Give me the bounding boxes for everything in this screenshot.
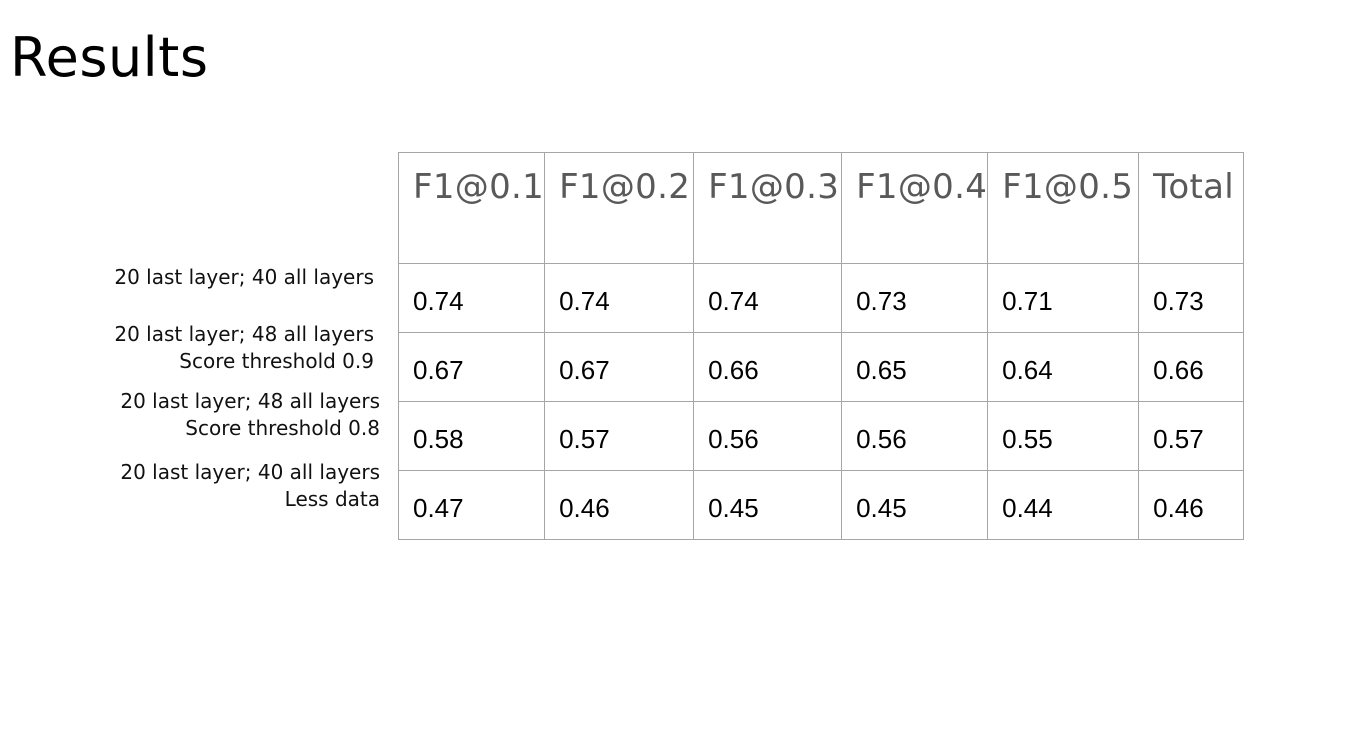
row-label-line: Less data bbox=[284, 487, 380, 511]
table-cell: 0.73 bbox=[1139, 264, 1244, 333]
table-row bbox=[399, 333, 1244, 402]
column-header: F1@0.1 bbox=[399, 153, 545, 264]
column-header: Total bbox=[1139, 153, 1244, 264]
table-cell: 0.45 bbox=[842, 471, 988, 540]
table-cell: 0.74 bbox=[694, 264, 842, 333]
table-row bbox=[399, 264, 1244, 333]
row-label-line: Score threshold 0.9 bbox=[179, 349, 374, 373]
table-row bbox=[399, 402, 1244, 471]
table-cell: 0.57 bbox=[545, 402, 694, 471]
table-cell: 0.65 bbox=[842, 333, 988, 402]
column-header: F1@0.3 bbox=[694, 153, 842, 264]
table-cell: 0.46 bbox=[545, 471, 694, 540]
row-labels bbox=[0, 0, 380, 735]
table-cell: 0.56 bbox=[694, 402, 842, 471]
table-cell: 0.71 bbox=[988, 264, 1139, 333]
row-label-line: 20 last layer; 48 all layers bbox=[114, 322, 374, 346]
row-label-line: 20 last layer; 40 all layers bbox=[120, 460, 380, 484]
row-label-line: 20 last layer; 48 all layers bbox=[120, 389, 380, 413]
table-cell: 0.44 bbox=[988, 471, 1139, 540]
row-label-2 bbox=[114, 321, 374, 375]
table-cell: 0.56 bbox=[842, 402, 988, 471]
table-cell: 0.67 bbox=[399, 333, 545, 402]
row-label-1 bbox=[114, 264, 374, 291]
row-label-line: Score threshold 0.8 bbox=[185, 416, 380, 440]
page-title: Results bbox=[10, 26, 209, 89]
table-cell: 0.66 bbox=[694, 333, 842, 402]
table-header-row bbox=[399, 153, 1244, 264]
row-label-line: 20 last layer; 40 all layers bbox=[114, 265, 374, 289]
table-cell: 0.67 bbox=[545, 333, 694, 402]
results-table bbox=[398, 152, 1244, 540]
table-cell: 0.47 bbox=[399, 471, 545, 540]
table-cell: 0.74 bbox=[399, 264, 545, 333]
table-cell: 0.46 bbox=[1139, 471, 1244, 540]
table-cell: 0.55 bbox=[988, 402, 1139, 471]
row-label-3 bbox=[120, 388, 380, 442]
column-header: F1@0.5 bbox=[988, 153, 1139, 264]
column-header: F1@0.4 bbox=[842, 153, 988, 264]
column-header: F1@0.2 bbox=[545, 153, 694, 264]
row-label-4 bbox=[120, 459, 380, 513]
table-cell: 0.66 bbox=[1139, 333, 1244, 402]
table-cell: 0.73 bbox=[842, 264, 988, 333]
table-cell: 0.74 bbox=[545, 264, 694, 333]
table-cell: 0.57 bbox=[1139, 402, 1244, 471]
table-cell: 0.58 bbox=[399, 402, 545, 471]
table-cell: 0.64 bbox=[988, 333, 1139, 402]
table-row bbox=[399, 471, 1244, 540]
table-cell: 0.45 bbox=[694, 471, 842, 540]
